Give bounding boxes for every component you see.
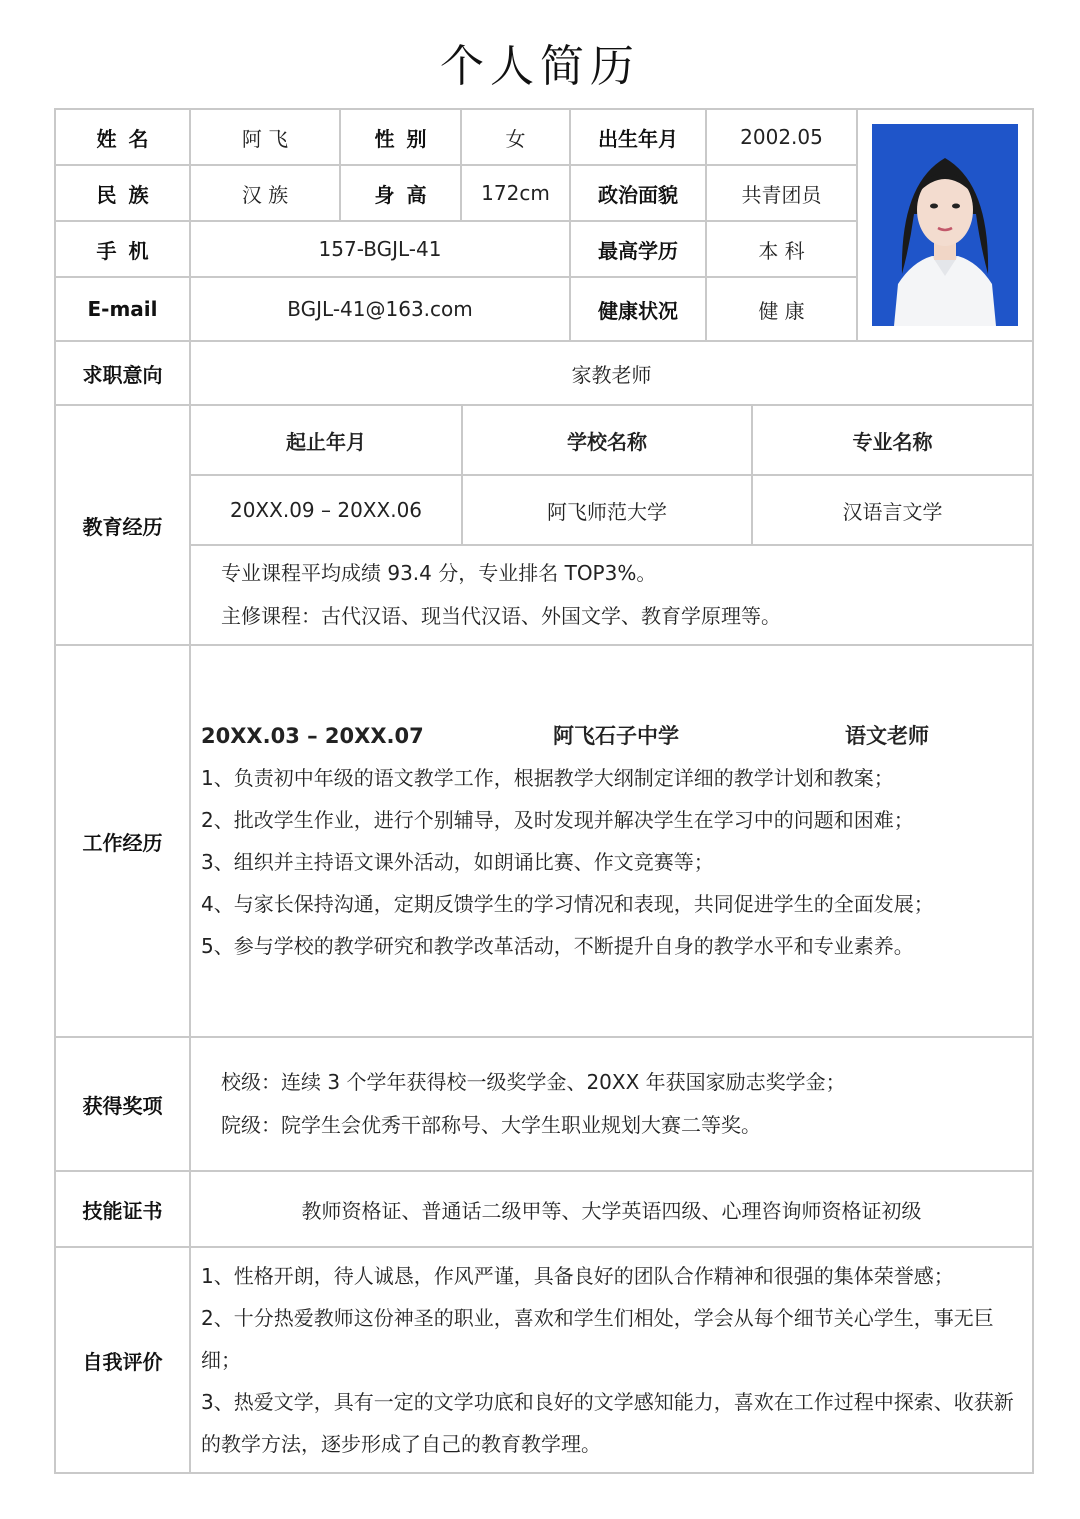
work-item: 4、与家长保持沟通，定期反馈学生的学习情况和表现，共同促进学生的全面发展； — [201, 892, 934, 916]
edu-header-school: 学校名称 — [462, 406, 752, 475]
phone-value: 157-BGJL-41 — [190, 221, 570, 277]
email-label: E-mail — [55, 277, 190, 341]
intent-label: 求职意向 — [55, 341, 190, 405]
work-item: 5、参与学校的教学研究和教学改革活动，不断提升自身的教学水平和专业素养。 — [201, 934, 914, 958]
skills-value: 教师资格证、普通话二级甲等、大学英语四级、心理咨询师资格证初级 — [190, 1171, 1033, 1247]
avatar-photo — [872, 124, 1018, 326]
edu-notes — [191, 545, 1032, 644]
name-value: 阿 飞 — [190, 109, 340, 165]
work-period: 20XX.03 – 20XX.07 — [201, 724, 424, 748]
political-value: 共青团员 — [706, 165, 857, 221]
degree-label: 最高学历 — [570, 221, 706, 277]
name-label: 姓名 — [55, 109, 190, 165]
birth-value: 2002.05 — [706, 109, 857, 165]
education-label: 教育经历 — [55, 405, 190, 645]
degree-value: 本 科 — [706, 221, 857, 277]
self-eval-section — [190, 1247, 1033, 1473]
health-label: 健康状况 — [570, 277, 706, 341]
edu-header-period: 起止年月 — [191, 406, 462, 475]
self-eval-item: 2、十分热爱教师这份神圣的职业，喜欢和学生们相处，学会从每个细节关心学生，事无巨细； — [201, 1306, 994, 1372]
edu-major: 汉语言文学 — [752, 475, 1032, 545]
edu-note: 专业课程平均成绩 93.4 分，专业排名 TOP3%。 — [221, 561, 657, 585]
photo-cell — [857, 109, 1033, 341]
edu-header-major: 专业名称 — [752, 406, 1032, 475]
email-value: BGJL-41@163.com — [190, 277, 570, 341]
education-section — [190, 405, 1033, 645]
work-header — [201, 715, 1022, 757]
resume-title: 个人简历 — [440, 41, 640, 92]
phone-label: 手机 — [55, 221, 190, 277]
work-company: 阿飞石子中学 — [553, 724, 679, 748]
work-item: 1、负责初中年级的语文教学工作，根据教学大纲制定详细的教学计划和教案； — [201, 766, 894, 790]
gender-label: 性别 — [340, 109, 461, 165]
edu-school: 阿飞师范大学 — [462, 475, 752, 545]
edu-note: 主修课程：古代汉语、现当代汉语、外国文学、教育学原理等。 — [221, 604, 781, 628]
self-eval-item: 3、热爱文学，具有一定的文学功底和良好的文学感知能力，喜欢在工作过程中探索、收获新的教学方法，逐步形成了自己的教育教学理。 — [201, 1390, 1014, 1456]
health-value: 健 康 — [706, 277, 857, 341]
intent-value: 家教老师 — [190, 341, 1033, 405]
work-position: 语文老师 — [845, 724, 929, 748]
work-item: 2、批改学生作业，进行个别辅导，及时发现并解决学生在学习中的问题和困难； — [201, 808, 914, 832]
ethnicity-value: 汉 族 — [190, 165, 340, 221]
award-item: 校级：连续 3 个学年获得校一级奖学金、20XX 年获国家励志奖学金； — [221, 1070, 846, 1094]
education-table — [191, 406, 1032, 644]
height-value: 172cm — [461, 165, 570, 221]
resume-table — [54, 108, 1034, 1474]
awards-section — [190, 1037, 1033, 1171]
self-eval-item: 1、性格开朗，待人诚恳，作风严谨，具备良好的团队合作精神和很强的集体荣誉感； — [201, 1264, 954, 1288]
skills-label: 技能证书 — [55, 1171, 190, 1247]
edu-period: 20XX.09 – 20XX.06 — [191, 475, 462, 545]
birth-label: 出生年月 — [570, 109, 706, 165]
work-section — [190, 645, 1033, 1037]
awards-label: 获得奖项 — [55, 1037, 190, 1171]
award-item: 院级：院学生会优秀干部称号、大学生职业规划大赛二等奖。 — [221, 1113, 761, 1137]
work-label: 工作经历 — [55, 645, 190, 1037]
self-eval-label: 自我评价 — [55, 1247, 190, 1473]
gender-value: 女 — [461, 109, 570, 165]
ethnicity-label: 民族 — [55, 165, 190, 221]
political-label: 政治面貌 — [570, 165, 706, 221]
height-label: 身高 — [340, 165, 461, 221]
work-item: 3、组织并主持语文课外活动，如朗诵比赛、作文竞赛等； — [201, 850, 714, 874]
